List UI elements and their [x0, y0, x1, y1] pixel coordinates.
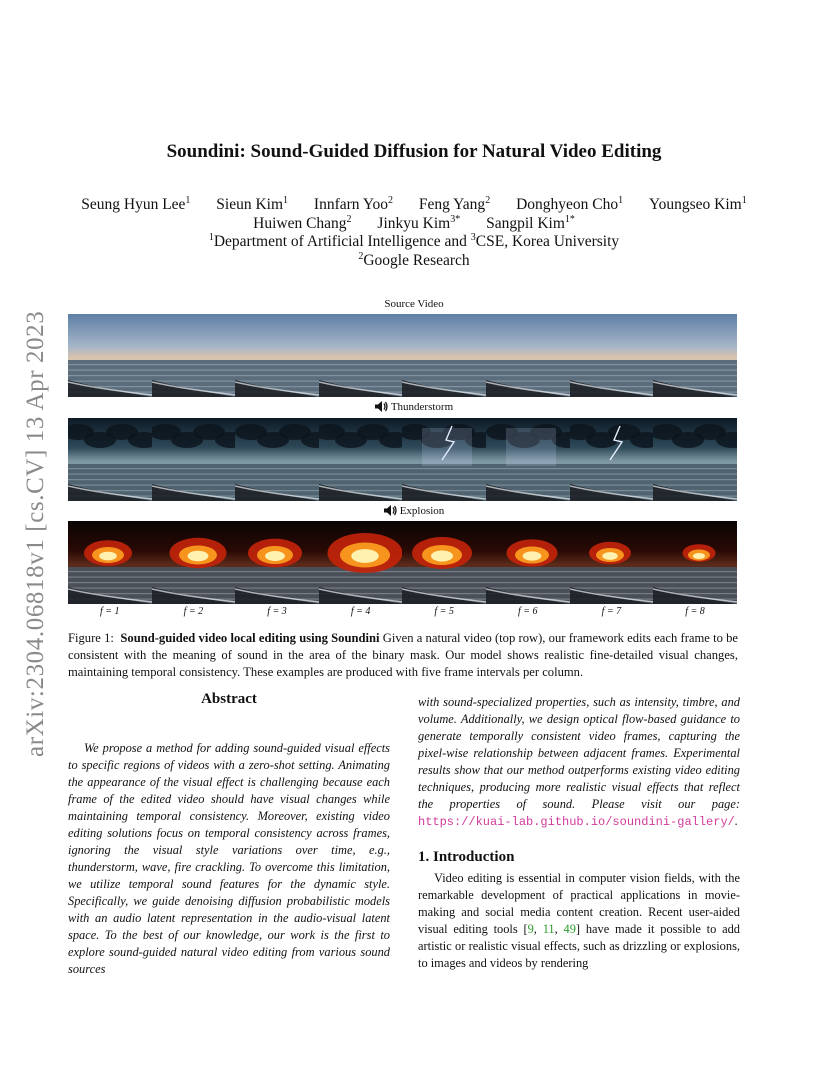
explosion-frame	[653, 521, 737, 604]
row-label-thunderstorm: Thunderstorm	[0, 401, 828, 413]
row-label-source: Source Video	[384, 298, 444, 310]
paper-title: Soundini: Sound-Guided Diffusion for Natural Video Editing	[166, 141, 662, 162]
storm-frame	[319, 418, 403, 501]
frame-label: f = 1	[100, 606, 120, 617]
source-frame	[570, 314, 654, 397]
frame-label: f = 7	[601, 606, 622, 617]
introduction-body: Video editing is essential in computer vision fields, with the remarkable development of practical applications in movie-making and social media content creation. Recent user-aided visual editing tools [9, 11, 49] have made it possible to add artistic or realistic visual effects, such as drizzling or explosions, to images and videos by rendering	[418, 871, 740, 970]
project-page-link[interactable]: https://kuai-lab.github.io/soundini-gallery/	[418, 815, 735, 829]
abstract-body: We propose a method for adding sound-guided visual effects to specific regions of videos with a zero-shot setting. Animating the appearance of the visual effect is challenging because each frame of the edited video should have visual changes while maintaining temporal consistency. Moreover, existing video editing solutions focus on temporal consistency across frames, ignoring the visual style variations over time, e.g., thunderstorm, wave, fire crackling. To overcome this limitation, we utilize temporal sound features for the dynamic style. Specifically, we guide denoising diffusion probabilistic models with an audio latent representation in the audio-visual latent space. To the best of our knowledge, our work is the first to explore sound-guided natural video editing from various sound sources	[68, 741, 390, 976]
frame-label: f = 2	[183, 606, 204, 617]
speaker-icon	[384, 505, 397, 516]
author: Seung Hyun Lee$^1$	[81, 194, 191, 213]
citation-link[interactable]: 11	[542, 922, 555, 936]
citation-link[interactable]: 49	[563, 922, 576, 936]
source-frame	[319, 314, 403, 397]
explosion-frame	[570, 521, 654, 604]
author: Youngseo Kim$^1$	[648, 194, 747, 213]
author: Sieun Kim$^1$	[216, 194, 289, 213]
explosion-frame	[486, 521, 570, 604]
frame-label: f = 8	[685, 606, 705, 617]
author: Huiwen Chang$^2$	[253, 213, 352, 232]
affiliation-1: $^1$Department of Artificial Intelligence and $^3$CSE, Korea University	[208, 231, 620, 250]
explosion-frame	[235, 521, 319, 604]
author-line-2	[0, 215, 828, 233]
author: Innfarn Yoo$^2$	[313, 194, 393, 213]
storm-frame	[235, 418, 319, 501]
storm-frame	[486, 418, 570, 501]
storm-frame	[68, 418, 152, 501]
abstract-heading: Abstract	[201, 691, 257, 707]
source-video-row	[68, 314, 737, 397]
source-frame	[235, 314, 319, 397]
author: Sangpil Kim$^{1*}$	[486, 213, 575, 232]
frame-label: f = 5	[434, 606, 454, 617]
frame-label: f = 4	[350, 606, 371, 617]
row-label-explosion: Explosion	[0, 505, 828, 517]
abstract-continued: with sound-specialized properties, such as intensity, timbre, and volume. Additionally, we design optical flow-based guidance to generate temporally consistent video frames, capturing the pixel-wise relationship between adjacent frames. Experimental results show that our method outperforms existing video editing techniques, producing more realistic visual effects that reflect the properties of sound. Please visit our page: https://kuai-lab.github.io/soundini-gallery/.	[418, 695, 740, 829]
source-frame	[402, 314, 486, 397]
explosion-frame	[402, 521, 486, 604]
section-heading-introduction: 1. Introduction	[418, 849, 515, 865]
author: Feng Yang$^2$	[418, 194, 491, 213]
source-frame	[152, 314, 236, 397]
frame-index-labels	[68, 606, 737, 617]
explosion-frame	[68, 521, 152, 604]
arxiv-identifier: arXiv:2304.06818v1 [cs.CV] 13 Apr 2023	[22, 310, 49, 757]
explosion-frame	[152, 521, 236, 604]
storm-frame	[402, 418, 486, 501]
author: Donghyeon Cho$^1$	[516, 194, 624, 213]
thunderstorm-row	[68, 418, 737, 501]
storm-frame	[653, 418, 737, 501]
source-frame	[653, 314, 737, 397]
author: Jinkyu Kim$^{3*}$	[377, 213, 461, 232]
author-line-1	[0, 196, 828, 214]
source-frame	[68, 314, 152, 397]
speaker-icon	[375, 401, 388, 412]
frame-label: f = 6	[518, 606, 538, 617]
storm-frame	[570, 418, 654, 501]
figure-caption: Figure 1: Sound-guided video local editing using Soundini Given a natural video (top row), our framework edits each frame to be consistent with the meaning of sound in the area of the binary mask. Our model shows realistic fine-detailed visual changes, maintaining temporal consistency. These examples are produced with five frame intervals per column.	[68, 631, 739, 679]
explosion-row	[68, 521, 737, 604]
affiliation-2: $^2$Google Research	[358, 250, 470, 269]
explosion-frame	[319, 521, 403, 604]
citation-link[interactable]: 9	[527, 922, 534, 936]
frame-label: f = 3	[267, 606, 287, 617]
storm-frame	[152, 418, 236, 501]
source-frame	[486, 314, 570, 397]
